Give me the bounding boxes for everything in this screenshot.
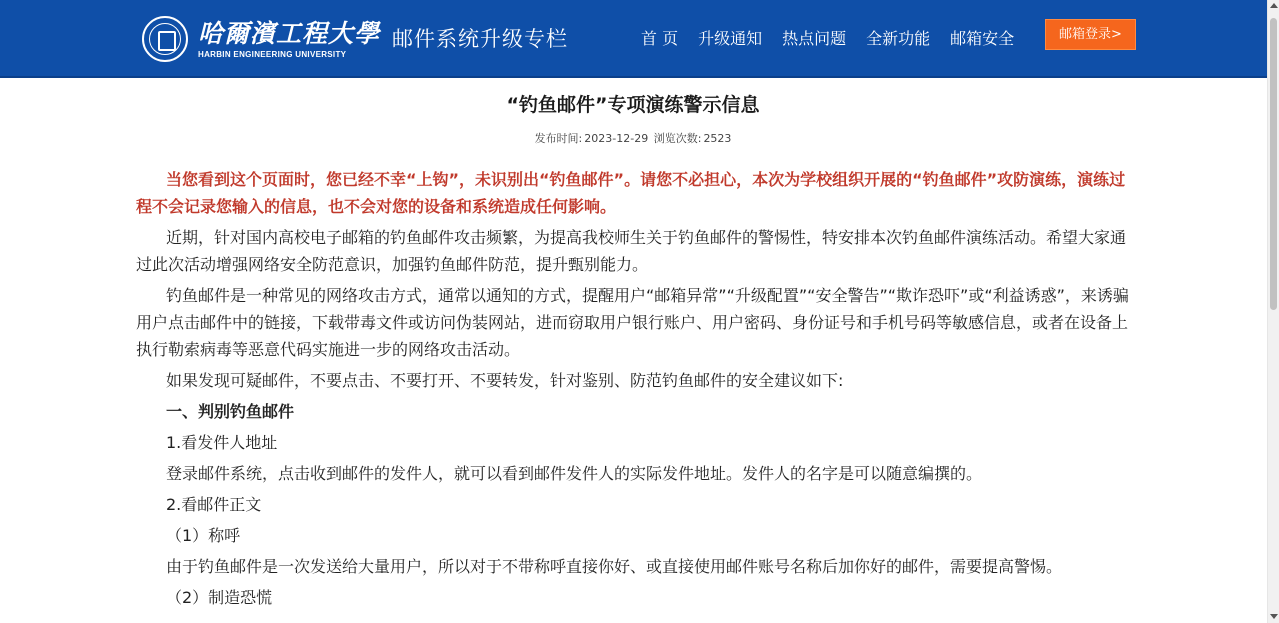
university-name: [198, 19, 380, 60]
subheading: （2）制造恐慌: [166, 588, 273, 607]
scroll-up-arrow-icon[interactable]: [1270, 3, 1278, 8]
scroll-down-arrow-icon[interactable]: [1270, 614, 1278, 619]
subheading: （1）称呼: [166, 526, 241, 545]
main-nav: [631, 25, 1024, 53]
paragraph: 登录邮件系统，点击收到邮件的发件人，就可以看到邮件发件人的实际发件地址。发件人的名字是可以随意编撰的。: [166, 464, 983, 483]
nav-new-features[interactable]: 全新功能: [866, 29, 931, 48]
article-body: [130, 166, 1136, 611]
publish-date: 2023-12-29: [584, 132, 649, 145]
nav-upgrade-notice[interactable]: 升级通知: [698, 29, 763, 48]
vertical-scrollbar[interactable]: [1267, 0, 1279, 623]
article-title: “钓鱼邮件”专项演练警示信息: [506, 94, 760, 116]
section-heading: 一、判别钓鱼邮件: [166, 402, 295, 421]
subheading: 2.看邮件正文: [166, 495, 262, 514]
subheading: 1.看发件人地址: [166, 433, 278, 452]
university-logo[interactable]: [142, 15, 568, 63]
university-name-en: HARBIN ENGINEERING UNIVERSITY: [198, 49, 347, 59]
warning-paragraph: 当您看到这个页面时，您已经不幸“上钩”，未识别出“钓鱼邮件”。请您不必担心，本次为学校组织开展的“钓鱼邮件”攻防演练，演练过程不会记录您输入的信息，也不会对您的设备和系统造成任何影响。: [136, 170, 1126, 216]
views-count: 2523: [703, 132, 732, 145]
university-name-cn: 哈爾濱工程大學: [198, 18, 381, 48]
site-title: 邮件系统升级专栏: [392, 27, 569, 51]
views-label: 浏览次数:: [653, 132, 702, 145]
paragraph: 近期，针对国内高校电子邮箱的钓鱼邮件攻击频繁，为提高我校师生关于钓鱼邮件的警惕性，特安排本次钓鱼邮件演练活动。希望大家通过此次活动增强网络安全防范意识，加强钓鱼邮件防范，提升甄别能力。: [136, 228, 1127, 274]
paragraph: 钓鱼邮件是一种常见的网络攻击方式，通常以通知的方式，提醒用户“邮箱异常”“升级配置”“安全警告”“欺诈恐吓”或“利益诱惑”，来诱骗用户点击邮件中的链接，下载带毒文件或访问伪装网站，进而窃取用户银行账户、用户密码、身份证号和手机号码等敏感信息，或者在设备上执行勒索病毒等恶意代码实施进一步的网络攻击活动。: [136, 286, 1129, 359]
nav-home[interactable]: 首 页: [641, 29, 679, 48]
article: [130, 80, 1136, 623]
paragraph: 由于钓鱼邮件是一次发送给大量用户，所以对于不带称呼直接你好、或直接使用邮件账号名称后加你好的邮件，需要提高警惕。: [166, 557, 1063, 576]
article-meta: [130, 132, 1136, 146]
nav-mail-security[interactable]: 邮箱安全: [950, 29, 1015, 48]
mail-login-button[interactable]: 邮箱登录>: [1045, 19, 1136, 50]
university-seal-icon: [142, 16, 188, 62]
site-header: [0, 0, 1267, 78]
nav-hot-questions[interactable]: 热点问题: [782, 29, 847, 48]
scroll-thumb[interactable]: [1270, 18, 1277, 310]
paragraph: 如果发现可疑邮件，不要点击、不要打开、不要转发，针对鉴别、防范钓鱼邮件的安全建议如下:: [166, 371, 844, 390]
publish-label: 发布时间:: [534, 132, 583, 145]
